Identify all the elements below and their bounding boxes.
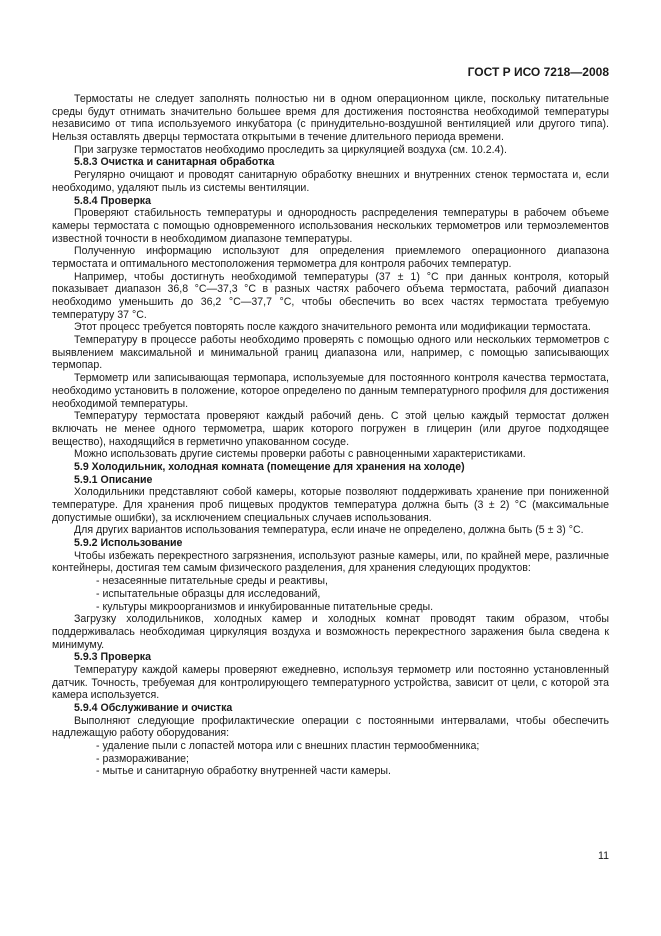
paragraph: Температуру термостата проверяют каждый рабочий день. С этой целью каждый термостат должен включать не менее одного термометра, шарик которого погружен в глицерин (или другое подходящее вещество), находящийся в герметично упакованном сосуде. [52, 410, 609, 448]
document-header: ГОСТ Р ИСО 7218—2008 [467, 65, 609, 79]
list-item: - незасеянные питательные среды и реактивы, [96, 575, 328, 588]
paragraph: Температуру каждой камеры проверяют ежедневно, используя термометр или постоянно установленный датчик. Точность, требуемая для контролирующего температурного устройства, зависит от цели, с которой эта камера используется. [52, 663, 609, 702]
paragraph: Термометр или записывающая термопара, используемые для постоянного контроля качества термостата, необходимо установить в положение, которое определено по данным температурного профиля для достижения необходимой температуры. [52, 372, 609, 410]
list-item: - удаление пыли с лопастей мотора или с внешних пластин термообменника; [96, 740, 480, 753]
section-heading: 5.9 Холодильник, холодная комната (помещение для хранения на холоде) [74, 460, 465, 473]
paragraph: Холодильники представляют собой камеры, которые позволяют поддерживать хранение при пониженной температуре. Для хранения проб пищевых продуктов температура должна быть (3 ± 2) °С (максимальные допустимые ошибки), за исключением специальных случаев использования. [52, 486, 609, 524]
paragraph: Термостаты не следует заполнять полностью ни в одном операционном цикле, поскольку питательные среды будут отнимать значительно большее время для достижения постоянства необходимой температуры независимо от типа используемого инкубатора (с принудительно-воздушной вентиляцией или другого типа). Нельзя оставлять дверцы термостата открытыми в течение длительного периода времени. [52, 93, 609, 144]
section-heading: 5.8.3 Очистка и санитарная обработка [74, 156, 275, 169]
paragraph: Полученную информацию используют для определения приемлемого операционного диапазона термостата и оптимального местоположения термометра для контроля рабочих температур. [52, 245, 609, 270]
list-item: - размораживание; [96, 752, 189, 765]
paragraph: Загрузку холодильников, холодных камер и холодных комнат проводят таким образом, чтобы поддерживалась необходимая циркуляция воздуха и возможность перекрестного заражения была сведена к минимуму. [52, 613, 609, 651]
section-heading: 5.9.2 Использование [74, 537, 183, 550]
paragraph: Для других вариантов использования температура, если иначе не определено, должна быть (5 ± 3) °С. [74, 524, 584, 537]
paragraph: Проверяют стабильность температуры и однородность распределения температуры в рабочем объеме камеры термостата с помощью одновременного использования нескольких термометров или термоэлементов известной точности в необходимом диапазоне температуры. [52, 207, 609, 245]
paragraph: При загрузке термостатов необходимо проследить за циркуляцией воздуха (см. 10.2.4). [74, 143, 507, 156]
paragraph: Например, чтобы достигнуть необходимой температуры (37 ± 1) °С при данных контроля, который показывает диапазон 36,8 °С—37,3 °С в разных частях рабочего объема термостата, рабочий диапазон необходимо уменьшить до 36,2 °С—37,7 °С, чтобы обеспечить во всех частях термостата требуемую температуру 37 °С. [52, 270, 609, 321]
section-heading: 5.8.4 Проверка [74, 194, 151, 207]
section-heading: 5.9.1 Описание [74, 473, 153, 486]
paragraph: Можно использовать другие системы проверки работы с равноценными характеристиками. [74, 448, 526, 461]
section-heading: 5.9.3 Проверка [74, 651, 151, 664]
section-heading: 5.9.4 Обслуживание и очистка [74, 702, 233, 714]
paragraph: Регулярно очищают и проводят санитарную обработку внешних и внутренних стенок термостата и, если необходимо, удаляют пыль из системы вентиляции. [52, 169, 609, 194]
list-item: - мытье и санитарную обработку внутренней части камеры. [96, 765, 391, 778]
list-item: - культуры микроорганизмов и инкубированные питательные среды. [96, 600, 434, 613]
paragraph: Температуру в процессе работы необходимо проверять с помощью одного или нескольких термометров с выявлением максимальной и минимальной границ диапазона или, например, с помощью записывающих термопар. [52, 334, 609, 372]
paragraph: Этот процесс требуется повторять после каждого значительного ремонта или модификации термостата. [74, 321, 591, 334]
paragraph: Чтобы избежать перекрестного загрязнения, используют разные камеры, или, по крайней мере, различные контейнеры, достигая тем самым физического разделения, для хранения следующих продуктов: [52, 549, 609, 575]
paragraph: Выполняют следующие профилактические операции с постоянными интервалами, чтобы обеспечить надлежащую работу оборудования: [52, 714, 609, 740]
page-number: 11 [598, 850, 609, 862]
document-body [52, 93, 609, 778]
list-item: - испытательные образцы для исследований, [96, 587, 321, 600]
